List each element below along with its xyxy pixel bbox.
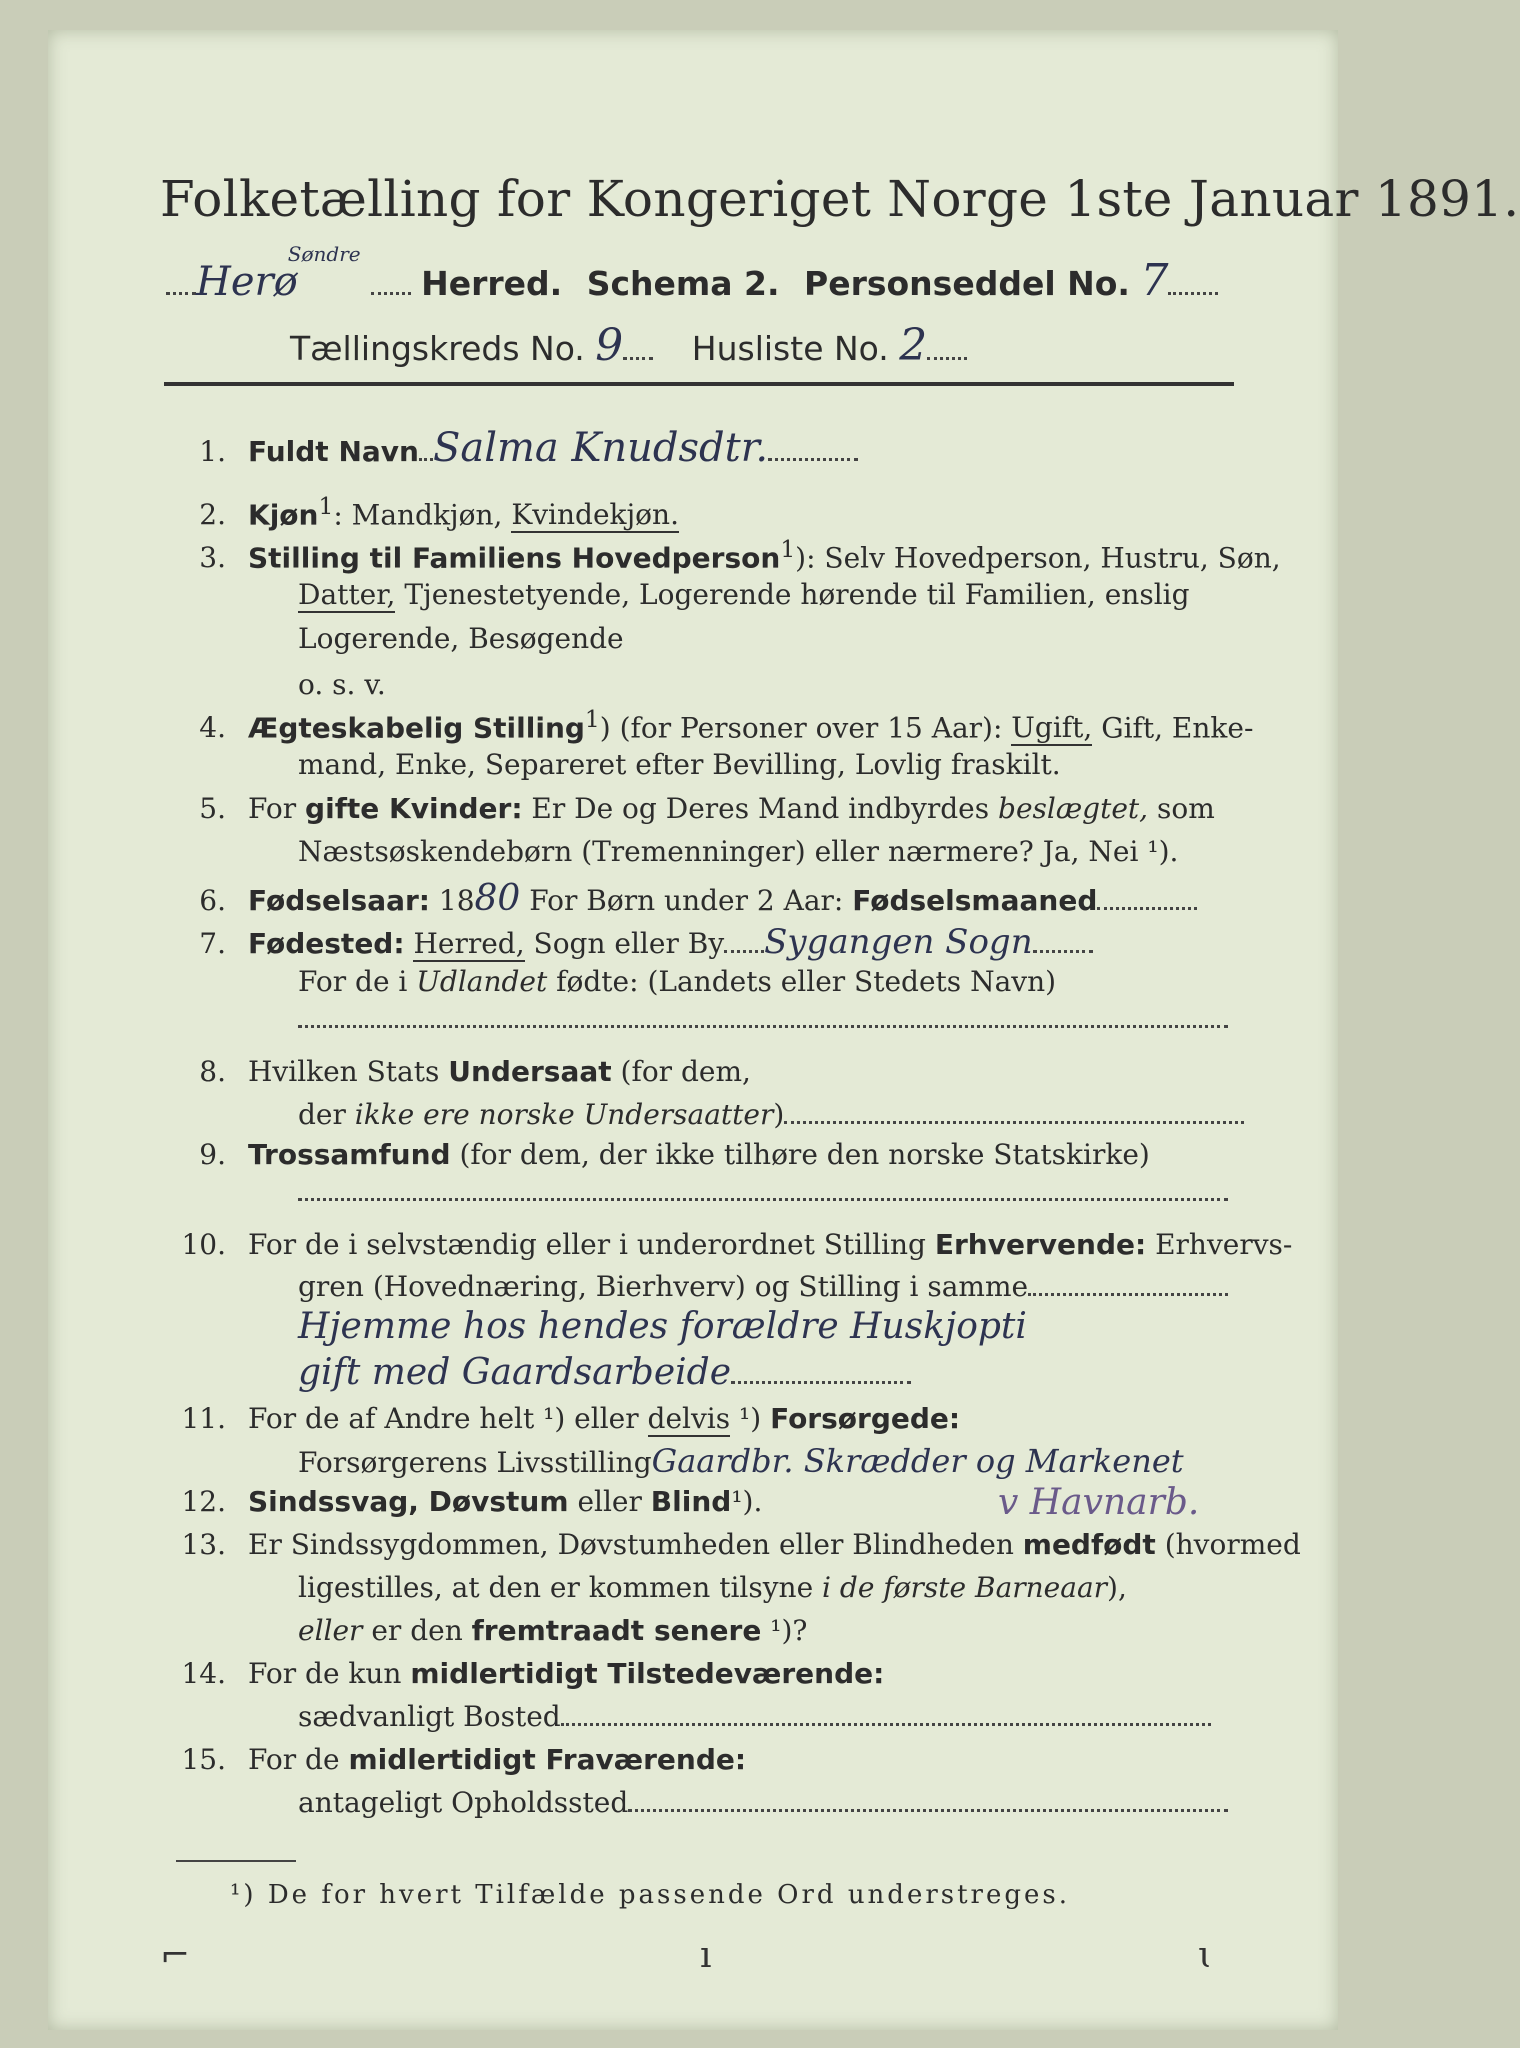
item-text: ) <box>773 1098 785 1131</box>
item-number: 11. <box>181 1402 226 1435</box>
item-7-line-2 <box>298 965 1056 998</box>
kreds-value: 9 <box>595 320 624 371</box>
item-label: Ægteskabelig Stilling <box>248 711 585 745</box>
item-14 <box>166 1657 884 1690</box>
item-text: der <box>298 1098 355 1131</box>
item-italic: Udlandet <box>416 965 548 998</box>
item-number: 4. <box>199 711 226 745</box>
corner-mark-icon: ⌐ <box>160 1935 191 1976</box>
item-text: ¹). <box>731 1485 763 1518</box>
herred-value: Herø <box>196 259 298 305</box>
item-text: gren (Hovednæring, Bierhverv) og Stilling i samme <box>298 1270 1029 1303</box>
item-label: gifte Kvinder: <box>305 792 523 825</box>
herred-value-extra: Søndre <box>287 242 361 266</box>
husliste-value: 2 <box>899 320 928 371</box>
item-text: ): Selv Hovedperson, Hustru, Søn, <box>795 541 1281 575</box>
item-label: Erhvervende: <box>934 1228 1147 1261</box>
item-italic: ikke ere norske Undersaatter <box>354 1098 774 1131</box>
item-label: Kjøn <box>248 498 319 532</box>
item-label: midlertidigt Tilstedeværende: <box>410 1657 885 1690</box>
item-12 <box>166 1485 762 1518</box>
item-label: fremtraadt senere <box>471 1614 762 1647</box>
item-label: Trossamfund <box>248 1138 451 1171</box>
item-13 <box>166 1528 1301 1561</box>
footnote: ¹) De for hvert Tilfælde passende Ord understreges. <box>230 1880 1071 1910</box>
item-11-line-2 <box>298 1442 1184 1480</box>
item-label: Fødselsaar: <box>248 884 430 917</box>
item-7-line-3 <box>298 1002 1228 1035</box>
item-number: 7. <box>199 927 226 960</box>
forsorget-selected: delvis <box>647 1402 731 1435</box>
item-number: 3. <box>199 541 226 575</box>
item-9 <box>166 1138 1150 1171</box>
item-italic: beslægtet, <box>998 792 1149 825</box>
item-text: Hvilken Stats <box>248 1055 449 1088</box>
item-label: medfødt <box>1022 1528 1156 1561</box>
item-number: 15. <box>181 1743 226 1776</box>
item-label: Sindssvag, Døvstum <box>248 1485 569 1518</box>
item-6 <box>166 878 1197 919</box>
item-text: Forsørgerens Livsstilling <box>298 1446 652 1479</box>
item-10-line-2 <box>298 1270 1228 1303</box>
provider-occupation-extra: v Havnarb. <box>998 1482 1200 1523</box>
footnote-rule <box>176 1860 296 1862</box>
item-text: For de i <box>298 965 417 998</box>
occupation-value-2: gift med Gaardsarbeide <box>298 1352 732 1393</box>
item-text: Erhvervs- <box>1146 1228 1293 1261</box>
header-kreds-line <box>290 320 967 371</box>
item-13-line-3 <box>298 1614 807 1647</box>
item-text: (for dem, der ikke tilhøre den norske Statskirke) <box>450 1138 1150 1171</box>
item-13-line-2 <box>298 1571 1127 1604</box>
item-text: sædvanligt Bosted <box>298 1700 561 1733</box>
item-number: 12. <box>181 1485 226 1518</box>
item-15 <box>166 1743 746 1776</box>
full-name-value: Salma Knudsdtr. <box>432 425 769 471</box>
item-label: Undersaat <box>448 1055 612 1088</box>
item-text: For de i selvstændig eller i underordnet Stilling <box>248 1228 935 1261</box>
item-2 <box>166 492 679 531</box>
center-mark-icon: ı <box>700 1935 712 1976</box>
item-text: som <box>1148 792 1215 825</box>
item-5 <box>166 792 1215 825</box>
item-text: (hvormed <box>1155 1528 1301 1561</box>
item-text: ¹) <box>730 1402 771 1435</box>
form-title: Folketælling for Kongeriget Norge 1ste Januar 1891. <box>160 170 1520 228</box>
item-text: ) (for Personer over 15 Aar): <box>599 711 1012 745</box>
item-italic: eller <box>298 1614 363 1647</box>
item-number: 13. <box>181 1528 226 1561</box>
item-number: 6. <box>199 884 226 917</box>
item-3-line-3: Logerende, Besøgende <box>298 622 624 655</box>
item-text: Gift, Enke- <box>1092 711 1254 745</box>
item-text: Sogn eller By <box>524 927 725 960</box>
item-number: 2. <box>199 498 226 532</box>
item-text: fødte: (Landets eller Stedets Navn) <box>547 965 1057 998</box>
footnote-ref: 1 <box>318 492 334 520</box>
occupation-value-1: Hjemme hos hendes forældre Huskjopti <box>298 1306 1027 1347</box>
item-text: : Mandkjøn, <box>333 498 512 532</box>
item-15-line-2 <box>298 1786 1228 1819</box>
item-text: ligestilles, at den er kommen tilsyne <box>298 1571 823 1604</box>
item-number: 10. <box>181 1228 226 1261</box>
item-text: 18 <box>430 884 475 917</box>
item-label: midlertidigt Fraværende: <box>348 1743 747 1776</box>
item-text: Tjenestetyende, Logerende hørende til Familien, enslig <box>395 578 1190 611</box>
schema-label: Schema 2. <box>586 264 780 303</box>
item-text: For de kun <box>248 1657 411 1690</box>
provider-occupation-value: Gaardbr. Skrædder og Markenet <box>651 1442 1184 1480</box>
item-label: Fuldt Navn <box>248 435 419 468</box>
item-text: ¹)? <box>761 1614 808 1647</box>
item-14-line-2 <box>298 1700 1211 1733</box>
item-number: 14. <box>181 1657 226 1690</box>
item-5-line-2: Næstsøskendebørn (Tremenninger) eller nærmere? Ja, Nei ¹). <box>298 835 1179 868</box>
item-number: 9. <box>199 1138 226 1171</box>
footnote-ref: 1 <box>780 535 796 563</box>
item-number: 8. <box>199 1055 226 1088</box>
item-11 <box>166 1402 960 1435</box>
item-8-line-2 <box>298 1098 1244 1131</box>
item-label: Fødested: <box>248 927 405 960</box>
kjon-selected: Kvindekjøn. <box>511 498 679 532</box>
census-form <box>48 30 1520 2030</box>
item-4 <box>166 705 1253 744</box>
item-text: For Børn under 2 Aar: <box>520 884 853 917</box>
footnote-ref: 1 <box>584 705 600 733</box>
item-label: Stilling til Familiens Hovedperson <box>248 541 781 575</box>
item-10 <box>166 1228 1292 1261</box>
item-7 <box>166 922 1093 962</box>
item-number: 1. <box>199 435 226 468</box>
item-text: (for dem, <box>611 1055 751 1088</box>
item-8 <box>166 1055 751 1088</box>
item-label: Blind <box>650 1485 732 1518</box>
stilling-selected: Datter, <box>298 578 396 611</box>
item-9-line-2 <box>298 1175 1228 1208</box>
item-4-line-2: mand, Enke, Separeret efter Bevilling, Lovlig fraskilt. <box>298 748 1061 781</box>
herred-label: Herred. <box>421 264 563 303</box>
item-10-line-4 <box>298 1352 911 1393</box>
item-text: For de af Andre helt ¹) eller <box>248 1402 648 1435</box>
item-3-line-4: o. s. v. <box>298 668 386 701</box>
header-herred-line <box>166 242 1218 306</box>
item-text: antageligt Opholdssted <box>298 1786 629 1819</box>
item-text: Er De og Deres Mand indbyrdes <box>522 792 999 825</box>
birthplace-value: Sygangen Sogn <box>764 922 1033 962</box>
personseddel-value: 7 <box>1140 255 1169 306</box>
item-label: Forsørgede: <box>770 1402 961 1435</box>
fodested-selected: Herred, <box>413 927 525 960</box>
aegteskab-selected: Ugift, <box>1011 711 1093 745</box>
header-rule <box>164 382 1234 386</box>
item-3 <box>166 535 1281 574</box>
item-3-line-2 <box>298 578 1190 611</box>
item-text: For <box>248 792 306 825</box>
item-11-line-3 <box>998 1482 1199 1523</box>
item-number: 5. <box>199 792 226 825</box>
birth-year-value: 80 <box>474 878 521 919</box>
item-text: For de <box>248 1743 349 1776</box>
husliste-label: Husliste No. <box>691 329 889 368</box>
item-10-line-3 <box>298 1306 1027 1347</box>
item-label: Fødselsmaaned <box>852 884 1098 917</box>
kreds-label: Tællingskreds No. <box>290 329 585 368</box>
item-text: Er Sindssygdommen, Døvstumheden eller Blindheden <box>248 1528 1023 1561</box>
item-italic: i de første Barneaar <box>822 1571 1108 1604</box>
item-text: ), <box>1107 1571 1127 1604</box>
right-mark-icon: ɩ <box>1198 1935 1213 1976</box>
item-text: er den <box>362 1614 472 1647</box>
item-text: eller <box>568 1485 651 1518</box>
personseddel-label: Personseddel No. <box>804 264 1130 303</box>
item-1 <box>166 425 858 471</box>
